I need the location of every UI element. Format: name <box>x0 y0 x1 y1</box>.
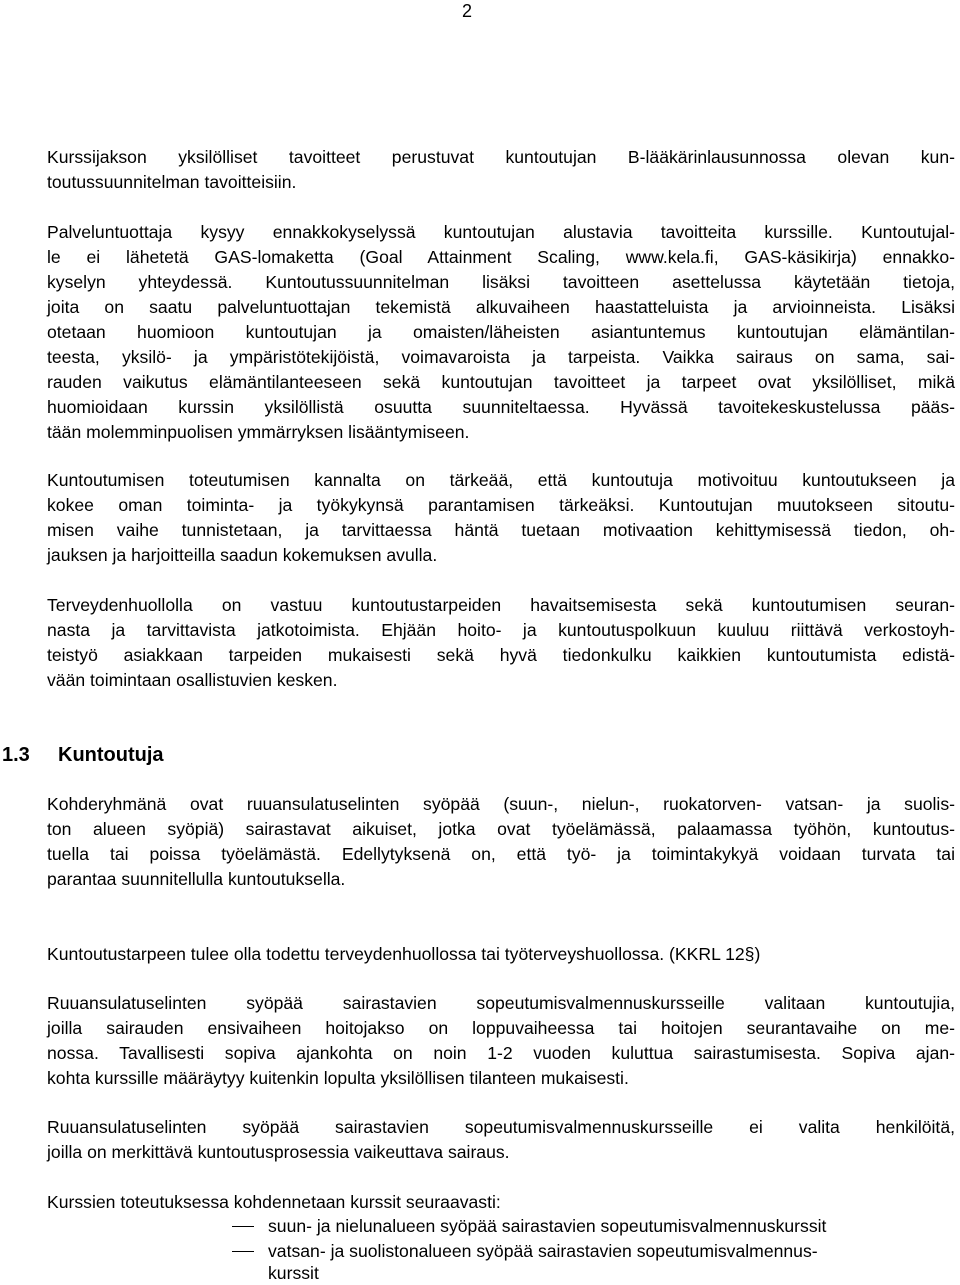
section-title: Kuntoutuja <box>58 744 164 766</box>
text-line: Terveydenhuollolla on vastuu kuntoutustarpeiden havaitsemisesta sekä kuntoutumisen seuran- <box>47 595 955 615</box>
text-line: Palveluntuottaja kysyy ennakkokyselyssä kuntoutujan alustavia tavoitteita kurssille. Kuntoutujal- <box>47 222 955 242</box>
text-line: kohta kurssille määräytyy kuitenkin lopulta yksilöllisen tilanteen mukaisesti. <box>47 1068 629 1088</box>
section-number: 1.3 <box>2 744 30 766</box>
page-number: 2 <box>462 1 473 21</box>
text-line: parantaa suunnitellulla kuntoutuksella. <box>47 869 346 889</box>
text-line: tään molemminpuolisen ymmärryksen lisääntymiseen. <box>47 422 470 442</box>
text-line: kyselyn yhteydessä. Kuntoutussuunnitelman lisäksi tavoitteen asettelussa käytetään tietoja, <box>47 272 955 292</box>
text-line: teistyö asiakkaan tarpeiden mukaisesti sekä hyvä tiedonkulku kaikkien kuntoutumista edistä- <box>47 645 955 665</box>
text-line: le ei lähetetä GAS-lomaketta (Goal Attainment Scaling, www.kela.fi, GAS-käsikirja) ennakko- <box>47 247 955 267</box>
text-line: otetaan huomioon kuntoutujan ja omaisten/läheisten asiantuntemus kuntoutujan elämäntilan- <box>47 322 955 342</box>
text-line: vään toimintaan osallistuvien kesken. <box>47 670 338 690</box>
text-line: huomioidaan kurssin yksilöllistä osuutta suunniteltaessa. Hyvässä tavoitekeskustelussa pääs- <box>47 397 955 417</box>
text-line: Kurssien toteutuksessa kohdennetaan kurssit seuraavasti: <box>47 1192 501 1212</box>
text-line: Kuntoutumisen toteutumisen kannalta on tärkeää, että kuntoutuja motivoituu kuntoutukseen ja <box>47 470 955 490</box>
text-line: joilla sairauden ensivaiheen hoitojakso on loppuvaiheessa tai hoitojen seurantavaihe on me- <box>47 1018 955 1038</box>
text-line: nossa. Tavallisesti sopiva ajankohta on noin 1-2 vuoden kuluttua sairastumisesta. Sopiva ajan- <box>47 1043 955 1063</box>
text-line: Kohderyhmänä ovat ruuansulatuselinten syöpää (suun-, nielun-, ruokatorven- vatsan- ja suolis- <box>47 794 955 814</box>
list-item-text: vatsan- ja suolistonalueen syöpää sairastavien sopeutumisvalmennus- <box>268 1241 818 1261</box>
section-heading <box>2 742 164 768</box>
dash-bullet-icon <box>232 1226 254 1227</box>
text-line: rauden vaikutus elämäntilanteeseen sekä kuntoutujan tavoitteet ja tarpeet ovat yksilölliset, mikä <box>47 372 955 392</box>
list-item-text: kurssit <box>268 1263 319 1283</box>
text-line: Ruuansulatuselinten syöpää sairastavien sopeutumisvalmennuskursseille valitaan kuntoutujia, <box>47 993 955 1013</box>
text-line: teesta, yksilö- ja ympäristötekijöistä, voimavaroista ja tarpeista. Vaikka sairaus on sama, sai- <box>47 347 955 367</box>
text-line: misen vaihe tunnistetaan, ja tarvittaessa häntä tuetaan motivaation kehittymisessä tiedon, oh- <box>47 520 955 540</box>
text-line: jauksen ja harjoitteilla saadun kokemuksen avulla. <box>47 545 438 565</box>
dash-bullet-icon <box>232 1251 254 1252</box>
text-line: ton alueen syöpiä) sairastavat aikuiset, jotka ovat työelämässä, palaamassa työhön, kuntoutus- <box>47 819 955 839</box>
text-line: joilla on merkittävä kuntoutusprosessia vaikeuttava sairaus. <box>47 1142 510 1162</box>
list-item-text: suun- ja nielunalueen syöpää sairastavien sopeutumisvalmennuskurssit <box>268 1216 827 1236</box>
text-line: nasta ja tarvittavista jatkotoimista. Ehjään hoito- ja kuntoutuspolkuun kuuluu riittävä verkostoyh- <box>47 620 955 640</box>
text-line: toutussuunnitelman tavoitteisiin. <box>47 172 297 192</box>
text-line: tuella tai poissa työelämästä. Edellytyksenä on, että työ- ja toimintakykyä voidaan turvata tai <box>47 844 955 864</box>
text-line: Kurssijakson yksilölliset tavoitteet perustuvat kuntoutujan B-lääkärinlausunnossa olevan kun- <box>47 147 955 167</box>
text-line: kokee oman toiminta- ja työkykynsä parantamisen tärkeäksi. Kuntoutujan muutokseen sitoutu- <box>47 495 955 515</box>
text-line: joita on saatu palveluntuottajan tekemistä alkuvaiheen haastatteluista ja arvioinneista. Lisäksi <box>47 297 955 317</box>
text-line: Kuntoutustarpeen tulee olla todettu terveydenhuollossa tai työterveyshuollossa. (KKRL 12§) <box>47 944 761 964</box>
text-line: Ruuansulatuselinten syöpää sairastavien sopeutumisvalmennuskursseille ei valita henkilöitä, <box>47 1117 955 1137</box>
